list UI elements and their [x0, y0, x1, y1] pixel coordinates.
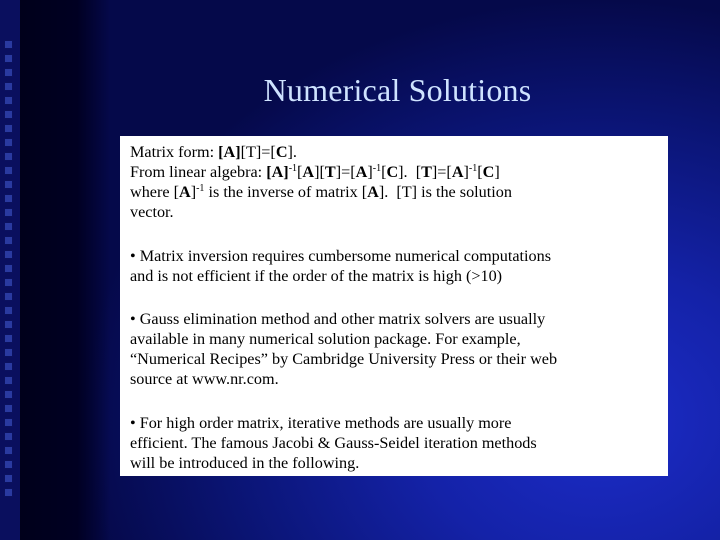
p1-line-2: From linear algebra: $[A]^{-1}[A][T]=[A]^{-1}[C]$. $[T]=[A]^{-1}[C]$	[130, 163, 500, 181]
p4-line-1: • For high order matrix, iterative methods are usually more	[130, 414, 512, 432]
decorative-squares	[4, 40, 16, 502]
p1-line-4: vector.	[130, 203, 174, 221]
p3-line-1: • Gauss elimination method and other matrix solvers are usually	[130, 310, 546, 328]
p1-line-3: where $[A]^{-1}$ is the inverse of matrix [A]. [T] is the solution	[130, 183, 512, 201]
p1-line-1: Matrix form: [A][T]=[C].	[130, 143, 297, 161]
p3-line-2: available in many numerical solution package. For example,	[130, 330, 521, 348]
p2-line-2: and is not efficient if the order of the matrix is high (>10)	[130, 267, 503, 285]
p4-line-2: efficient. The famous Jacobi & Gauss-Seidel iteration methods	[130, 434, 537, 452]
p4-line-3: will be introduced in the following.	[130, 454, 360, 472]
slide-title: Numerical Solutions	[263, 72, 532, 108]
p3-line-3: “Numerical Recipes” by Cambridge University Press or their web	[130, 350, 558, 368]
p3-line-4: source at www.nr.com.	[130, 370, 279, 388]
p2-line-1: • Matrix inversion requires cumbersome numerical computations	[130, 247, 552, 265]
